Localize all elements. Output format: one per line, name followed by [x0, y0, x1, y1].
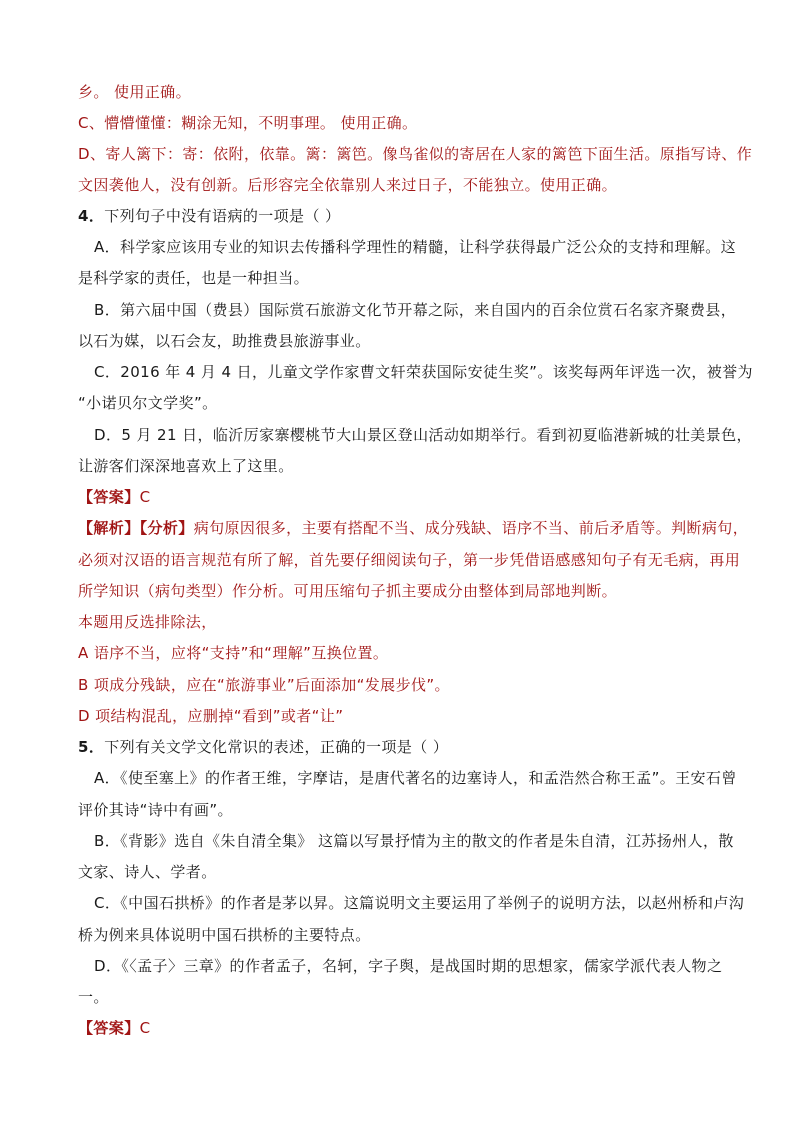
option-c-line2: “小诺贝尔文学奖”。: [78, 394, 218, 412]
question-text: 下列有关文学文化常识的表述，正确的一项是（ ）: [104, 738, 449, 756]
question-5-stem: [78, 737, 448, 757]
analysis-label: 【解析】【分析】: [78, 519, 194, 537]
analysis-line: 本题用反选排除法，: [78, 613, 217, 631]
option-d-line1: D．5 月 21 日，临沂厉家寨樱桃节大山景区登山活动如期举行。看到初夏临港新城的壮美景色，: [94, 426, 752, 444]
analysis-line: B 项成分残缺，应在“旅游事业”后面添加“发展步伐”。: [78, 676, 450, 694]
option-b-line1: B．《背影》选自《朱自清全集》 这篇以写景抒情为主的散文的作者是朱自清，江苏扬州人，散: [94, 832, 734, 850]
text-line: 文因袭他人，没有创新。后形容完全依靠别人来过日子，不能独立。使用正确。: [78, 176, 618, 194]
question-text: 下列句子中没有语病的一项是（ ）: [104, 207, 341, 225]
answer-value: C: [139, 1019, 151, 1037]
option-a-line1: A．科学家应该用专业的知识去传播科学理性的精髓，让科学获得最广泛公众的支持和理解。这: [94, 238, 737, 256]
answer-line: [78, 487, 150, 507]
option-c-line1: C．2016 年 4 月 4 日，儿童文学作家曹文轩荣获国际安徒生奖”。该奖每两年评选一次，被誉为: [94, 363, 753, 381]
answer-value: C: [139, 488, 151, 506]
text-line: C、懵懵懂懂：糊涂无知，不明事理。 使用正确。: [78, 114, 418, 132]
option-b-line2: 文家、诗人、学者。: [78, 863, 217, 881]
option-c-line1: C．《中国石拱桥》的作者是茅以昇。这篇说明文主要运用了举例子的说明方法，以赵州桥和卢沟: [94, 894, 745, 912]
analysis-line: 所学知识（病句类型）作分析。可用压缩句子抓主要成分由整体到局部地判断。: [78, 582, 618, 600]
text-line: D、寄人篱下：寄：依附，依靠。篱：篱笆。像鸟雀似的寄居在人家的篱笆下面生活。原指写诗、作: [78, 145, 753, 163]
question-4-stem: [78, 206, 340, 226]
option-a-line2: 评价其诗“诗中有画”。: [78, 801, 233, 819]
option-b-line2: 以石为媒，以石会友，助推费县旅游事业。: [78, 332, 371, 350]
text-line: 乡。 使用正确。: [78, 83, 191, 101]
analysis-text: 病句原因很多，主要有搭配不当、成分残缺、语序不当、前后矛盾等。判断病句，: [193, 519, 749, 537]
analysis-line: [78, 518, 748, 538]
option-d-line2: 让游客们深深地喜欢上了这里。: [78, 457, 294, 475]
analysis-line: D 项结构混乱，应删掉“看到”或者“让”: [78, 707, 344, 725]
option-d-line1: D．《〈孟子〉三章》的作者孟子，名轲，字子舆，是战国时期的思想家，儒家学派代表人物之: [94, 957, 723, 975]
question-number: 4．: [78, 207, 105, 225]
answer-label: 【答案】: [78, 488, 140, 506]
question-number: 5．: [78, 738, 105, 756]
analysis-line: A 语序不当，应将“支持”和“理解”互换位置。: [78, 644, 389, 662]
option-a-line2: 是科学家的责任，也是一种担当。: [78, 269, 310, 287]
option-c-line2: 桥为例来具体说明中国石拱桥的主要特点。: [78, 926, 371, 944]
answer-line: [78, 1018, 150, 1038]
option-d-line2: 一。: [78, 988, 109, 1006]
answer-label: 【答案】: [78, 1019, 140, 1037]
option-b-line1: B．第六届中国（费县）国际赏石旅游文化节开幕之际，来自国内的百余位赏石名家齐聚费县，: [94, 301, 737, 319]
analysis-line: 必须对汉语的语言规范有所了解，首先要仔细阅读句子，第一步凭借语感感知句子有无毛病，再用: [78, 551, 741, 569]
option-a-line1: A．《使至塞上》的作者王维，字摩诘，是唐代著名的边塞诗人，和孟浩然合称王孟”。王安石曾: [94, 769, 737, 787]
